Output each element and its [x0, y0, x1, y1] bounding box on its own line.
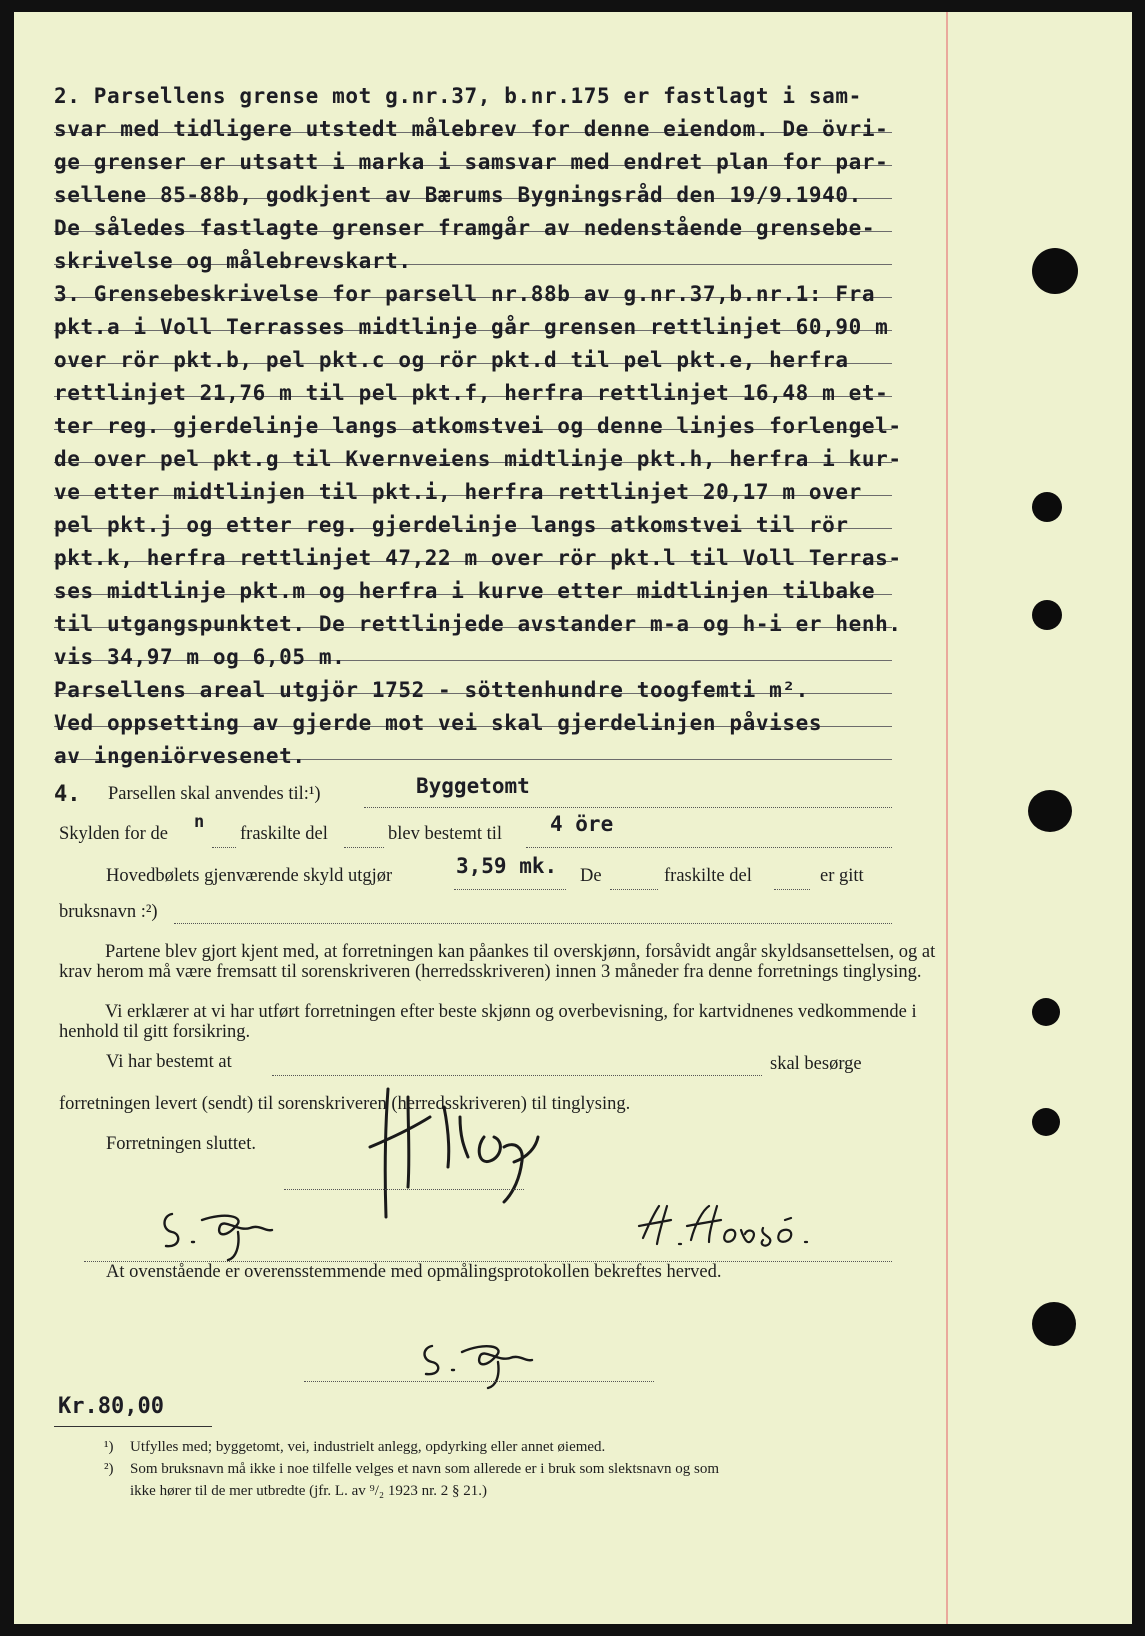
fill-line — [272, 1074, 762, 1076]
typed-line: Ved oppsetting av gjerde mot vei skal gjerdelinjen påvises — [54, 711, 823, 735]
punch-hole — [1028, 790, 1072, 832]
paragraph-text: Partene blev gjort kjent med, at forretningen kan påankes til overskjønn, forsåvidt angår skyldsansettelsen, og at krav herom må være fremsatt til sorenskriveren (herredsskriveren) innen 3 måneder fra denne forretnings tinglysing. — [59, 942, 936, 982]
footnote-text: Som bruksnavn må ikke i noe tilfelle velges et navn som allerede er i bruk som slektsnavn og som — [130, 1461, 720, 1477]
fee-amount: Kr.80,00 — [58, 1394, 164, 1419]
punch-hole — [1032, 248, 1078, 294]
typed-line: ve etter midtlinjen til pkt.i, herfra rettlinjet 20,17 m over — [54, 480, 862, 504]
typed-line: av ingeniörvesenet. — [54, 744, 306, 768]
levert-text: forretningen levert (sendt) til sorenskriveren (herredsskriveren) til tinglysing. — [59, 1094, 631, 1114]
bruksnavn-label: bruksnavn :²) — [59, 902, 158, 922]
bestemt-at-label: Vi har bestemt at — [106, 1052, 232, 1072]
typed-line: ses midtlinje pkt.m og herfra i kurve etter midtlinjen tilbake — [54, 579, 876, 603]
hovedbol-label: Hovedbølets gjenværende skyld utgjør — [106, 866, 393, 886]
typed-line: pel pkt.j og etter reg. gjerdelinje langs atkomstvei til rör — [54, 513, 849, 537]
punch-hole — [1032, 1108, 1060, 1136]
signature-left — [154, 1202, 294, 1262]
signature-right — [629, 1200, 849, 1256]
fill-line — [284, 1188, 524, 1190]
punch-hole — [1032, 998, 1060, 1026]
skal-besorge-label: skal besørge — [770, 1054, 862, 1074]
signature-center-text: H. Tvilsnge — [384, 1205, 446, 1220]
legal-paragraph — [59, 942, 939, 982]
footnote-text: Utfylles med; byggetomt, vei, industrielt anlegg, opdyrking eller annet øiemed. — [130, 1439, 606, 1455]
typed-line: skrivelse og målebrevskart. — [54, 249, 412, 273]
typed-line: Parsellens areal utgjör 1752 - söttenhundre toogfemti m². — [54, 678, 809, 702]
fill-line — [774, 888, 810, 890]
skylden-sup: n — [194, 812, 205, 832]
footnote-1 — [104, 1439, 605, 1456]
footnote-mark: ²) — [104, 1461, 114, 1477]
de-label: De — [580, 866, 602, 886]
fill-line — [454, 888, 566, 890]
typed-line: 2. Parsellens grense mot g.nr.37, b.nr.175 er fastlagt i sam- — [54, 84, 862, 108]
footnote-2-cont — [104, 1483, 487, 1500]
fill-line — [304, 1380, 654, 1382]
fee-underline — [54, 1426, 212, 1427]
fill-line — [174, 922, 892, 924]
fill-line — [610, 888, 658, 890]
typed-line: 3. Grensebeskrivelse for parsell nr.88b av g.nr.37,b.nr.1: Fra — [54, 282, 876, 306]
footnote-2 — [104, 1461, 719, 1478]
typed-line: sellene 85-88b, godkjent av Bærums Bygningsråd den 19/9.1940. — [54, 183, 862, 207]
typed-line: vis 34,97 m og 6,05 m. — [54, 645, 346, 669]
legal-paragraph — [59, 1002, 939, 1042]
er-gitt-label: er gitt — [820, 866, 864, 886]
typed-line: pkt.a i Voll Terrasses midtlinje går grensen rettlinjet 60,90 m — [54, 315, 889, 339]
document-page — [14, 12, 1132, 1624]
fill-line — [364, 806, 892, 808]
skyld-value: 4 öre — [550, 812, 614, 836]
paragraph-text: Vi erklærer at vi har utført forretningen efter beste skjønn og overbevisning, for kartvidnenes vedkommende i henhold til gitt forsikring. — [59, 1002, 917, 1042]
punch-hole — [1032, 1302, 1076, 1346]
fill-line — [344, 846, 384, 848]
punch-hole — [1032, 492, 1062, 522]
bekreftes-text: At ovenstående er overensstemmende med opmålingsprotokollen bekreftes herved. — [106, 1262, 722, 1282]
sluttet-text: Forretningen sluttet. — [106, 1134, 257, 1154]
typed-line: ter reg. gjerdelinje langs atkomstvei og denne linjes forlengel- — [54, 414, 902, 438]
footnote-mark: ¹) — [104, 1439, 114, 1455]
typed-line: ge grenser er utsatt i marka i samsvar med endret plan for par- — [54, 150, 889, 174]
typed-line: svar med tidligere utstedt målebrev for denne eiendom. De övri- — [54, 117, 889, 141]
fraskilte-del-label: fraskilte del — [240, 824, 328, 844]
typed-line: til utgangspunktet. De rettlinjede avstander m-a og h-i er henh. — [54, 612, 902, 636]
section-number: 4. — [54, 782, 81, 807]
typed-line: pkt.k, herfra rettlinjet 47,22 m over rör pkt.l til Voll Terras- — [54, 546, 902, 570]
typed-line: de over pel pkt.g til Kvernveiens midtlinje pkt.h, herfra i kur- — [54, 447, 902, 471]
signature-center — [364, 1077, 554, 1222]
fill-line — [526, 846, 892, 848]
anvendes-label: Parsellen skal anvendes til:¹) — [108, 784, 321, 804]
hovedbol-value: 3,59 mk. — [456, 854, 558, 878]
punch-hole — [1032, 600, 1062, 630]
anvendes-value: Byggetomt — [416, 774, 530, 798]
skylden-label: Skylden for de — [59, 824, 168, 844]
footnote-text: ikke hører til de mer utbredte (jfr. L. av ⁹/₂ 1923 nr. 2 § 21.) — [130, 1483, 488, 1499]
fill-line — [212, 846, 236, 848]
fraskilte-del-label: fraskilte del — [664, 866, 752, 886]
typed-line: De således fastlagte grenser framgår av nedenstående grensebe- — [54, 216, 876, 240]
blev-bestemt-label: blev bestemt til — [388, 824, 503, 844]
typed-line: over rör pkt.b, pel pkt.c og rör pkt.d til pel pkt.e, herfra — [54, 348, 849, 372]
typed-line: rettlinjet 21,76 m til pel pkt.f, herfra rettlinjet 16,48 m et- — [54, 381, 889, 405]
